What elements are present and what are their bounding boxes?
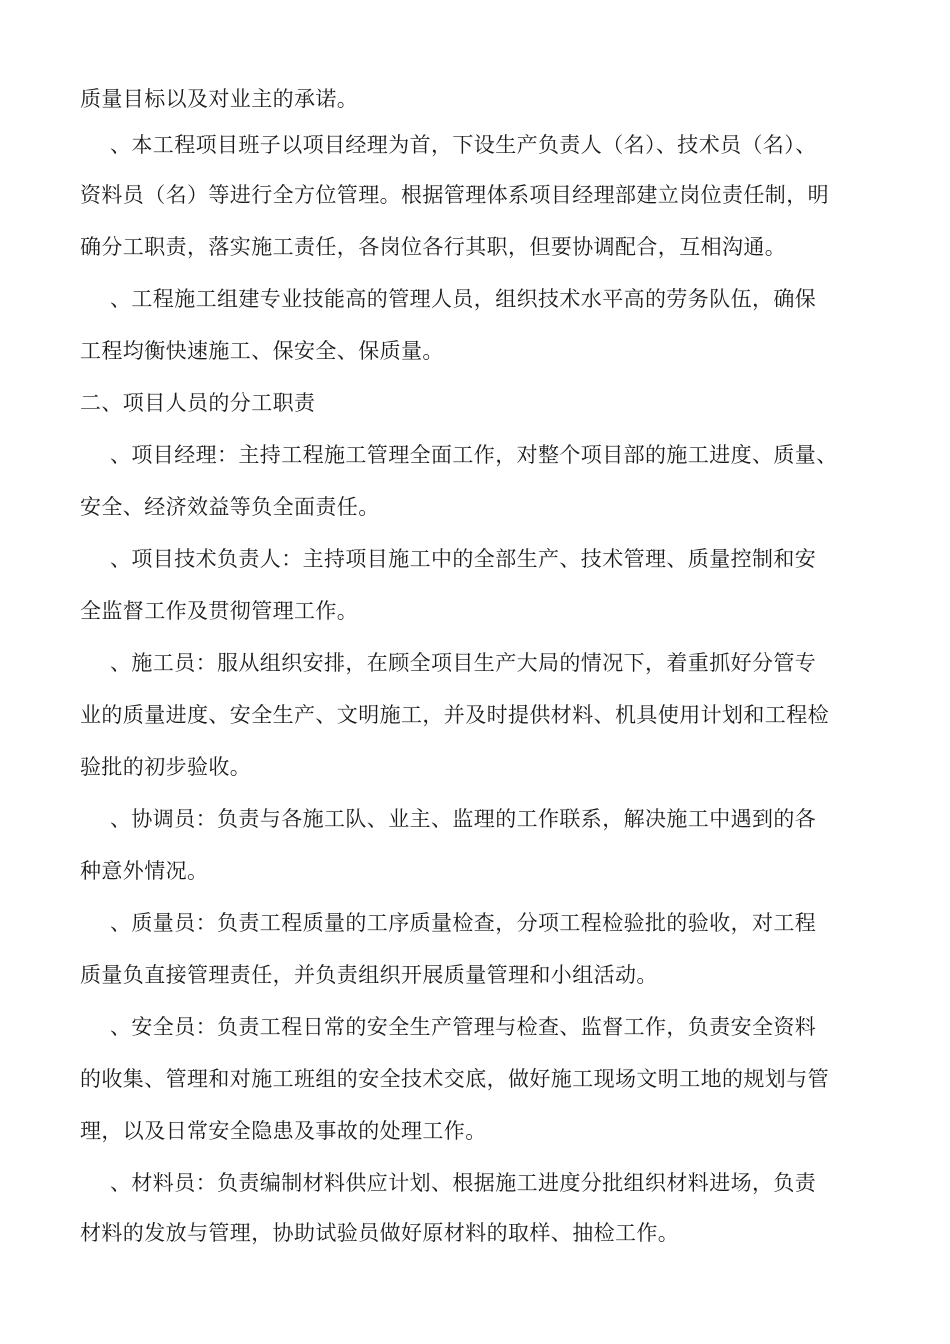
text-line: 、本工程项目班子以项目经理为首，下设生产负责人（名）、技术员（名）、 <box>110 133 817 157</box>
text-line: 、项目经理：主持工程施工管理全面工作，对整个项目部的施工进度、质量、 <box>110 443 838 467</box>
text-line: 理，以及日常安全隐患及事故的处理工作。 <box>80 1119 487 1143</box>
text-line: 业的质量进度、安全生产、文明施工，并及时提供材料、机具使用计划和工程检 <box>80 703 829 727</box>
text-line: 、质量员：负责工程质量的工序质量检查，分项工程检验批的验收，对工程 <box>110 911 817 935</box>
text-line: 、施工员：服从组织安排，在顾全项目生产大局的情况下，着重抓好分管专 <box>110 651 817 675</box>
text-line: 确分工职责，落实施工责任，各岗位各行其职，但要协调配合，互相沟通。 <box>80 235 787 259</box>
text-line: 、协调员：负责与各施工队、业主、监理的工作联系，解决施工中遇到的各 <box>110 807 817 831</box>
text-line: 的收集、管理和对施工班组的安全技术交底，做好施工现场文明工地的规划与管 <box>80 1067 829 1091</box>
text-line: 工程均衡快速施工、保安全、保质量。 <box>80 339 444 363</box>
text-line: 质量目标以及对业主的承诺。 <box>80 87 359 111</box>
text-line: 资料员（名）等进行全方位管理。根据管理体系项目经理部建立岗位责任制，明 <box>80 183 829 207</box>
text-line: 、安全员：负责工程日常的安全生产管理与检查、监督工作，负责安全资料 <box>110 1015 817 1039</box>
text-line: 材料的发放与管理，协助试验员做好原材料的取样、抽检工作。 <box>80 1221 680 1245</box>
text-line: 、工程施工组建专业技能高的管理人员，组织技术水平高的劳务队伍，确保 <box>110 287 817 311</box>
text-line: 质量负直接管理责任，并负责组织开展质量管理和小组活动。 <box>80 963 658 987</box>
text-line: 验批的初步验收。 <box>80 755 252 779</box>
text-line: 安全、经济效益等负全面责任。 <box>80 495 380 519</box>
section-heading: 二、项目人员的分工职责 <box>80 391 316 415</box>
text-line: 种意外情况。 <box>80 859 209 883</box>
text-line: 全监督工作及贯彻管理工作。 <box>80 599 359 623</box>
text-line: 、项目技术负责人：主持项目施工中的全部生产、技术管理、质量控制和安 <box>110 547 817 571</box>
text-line: 、材料员：负责编制材料供应计划、根据施工进度分批组织材料进场，负责 <box>110 1171 817 1195</box>
